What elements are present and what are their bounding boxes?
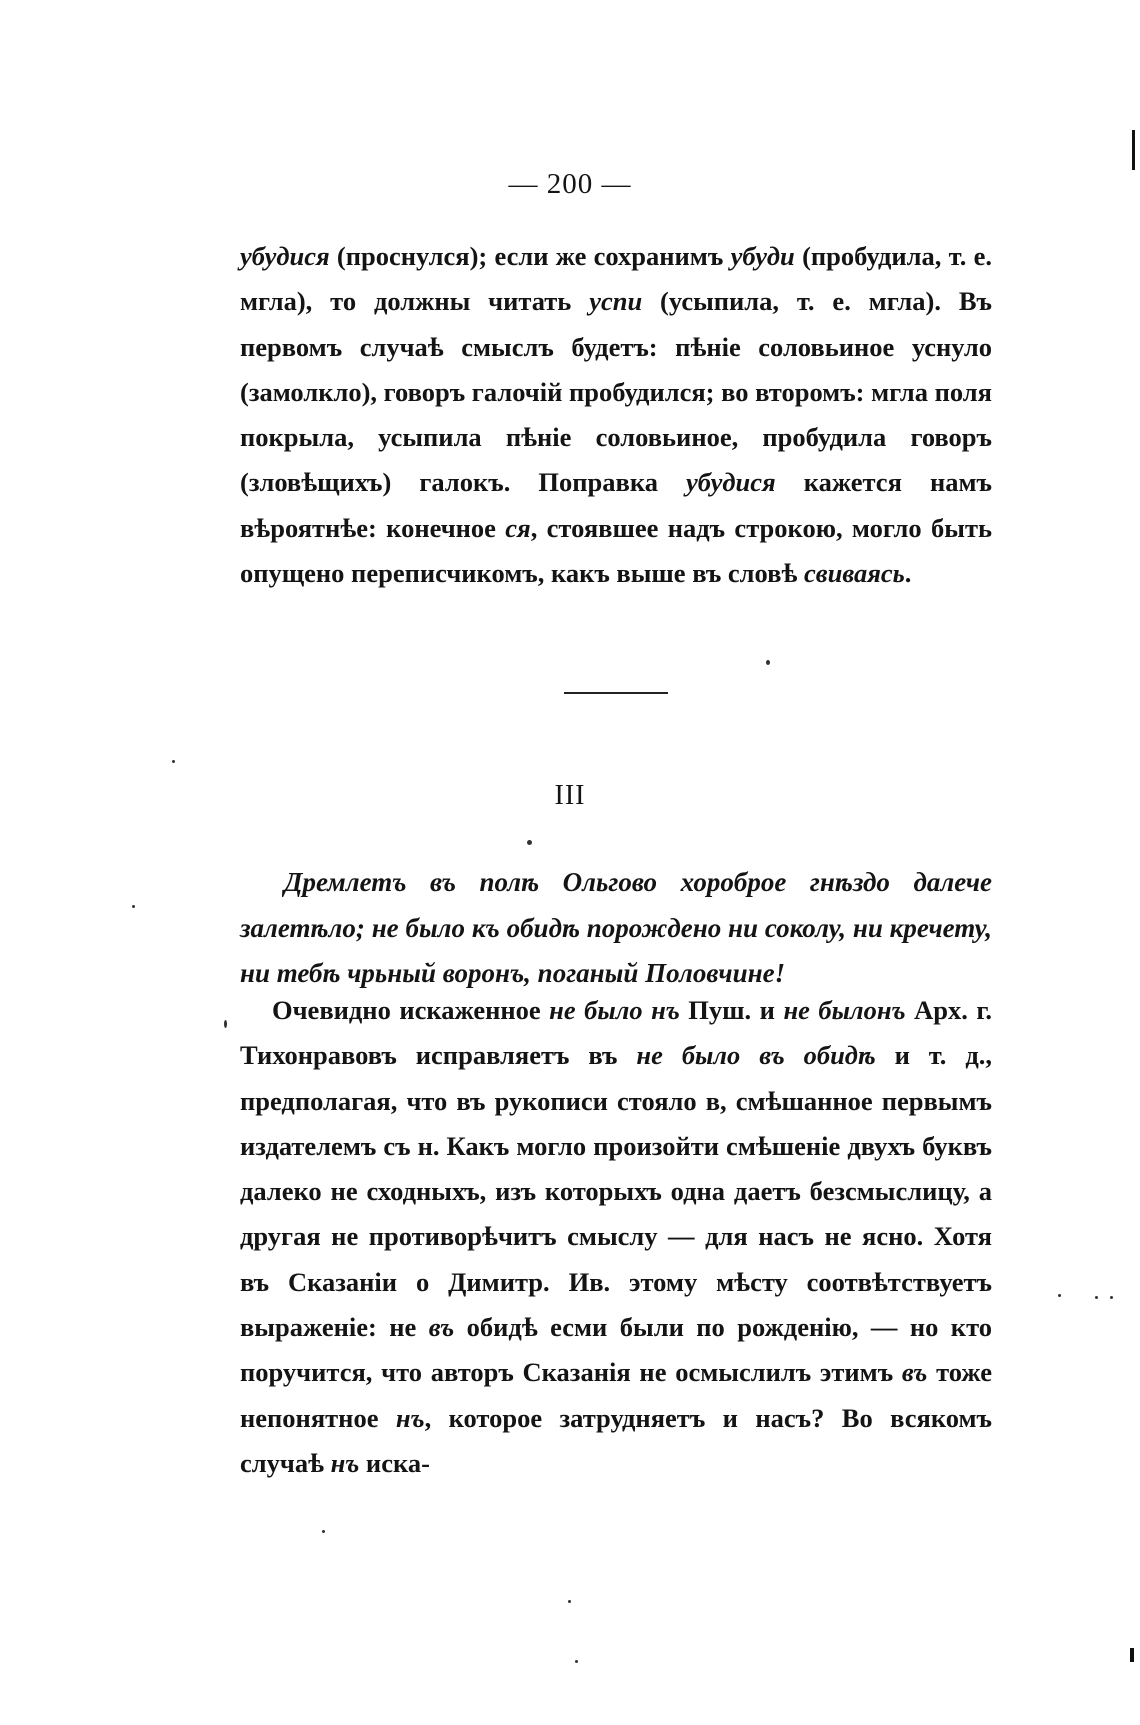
scan-speck	[1095, 1296, 1098, 1299]
italic-term: убудися	[240, 241, 330, 271]
italic-term: не было нъ	[549, 995, 680, 1025]
text-run: (проснулся); если же сохранимъ	[329, 241, 731, 271]
scan-edge-mark	[1132, 130, 1135, 170]
italic-term: убуди	[730, 241, 795, 271]
scan-speck	[132, 905, 135, 908]
text-run: кажется намъ вѣроятнѣе: конечное	[240, 467, 992, 543]
scan-speck	[172, 760, 175, 763]
italic-term: нъ	[330, 1447, 360, 1478]
scan-speck	[1110, 1296, 1113, 1299]
text-run: (пробудила, т. е. мгла), то должны читать	[240, 241, 992, 317]
italic-term: не было въ обидѣ	[636, 1040, 876, 1071]
text-run: Пуш. и	[679, 995, 784, 1025]
verse-quote: Дремлетъ въ полѣ Ольгово хороброе гнѣздо далече залетѣло; не было къ обидѣ порождено ни соколу, ни кречету, ни тебѣ чрьный воронъ, поганый Половчине!	[240, 867, 992, 988]
section-divider	[564, 692, 668, 694]
scan-speck	[766, 660, 770, 665]
text-run: , которое затрудняетъ и насъ? Во всякомъ случаѣ	[240, 1402, 993, 1478]
italic-term: ся	[505, 512, 531, 543]
scan-speck	[527, 840, 532, 845]
scan-speck	[224, 1020, 227, 1028]
text-run: и т. д., предполагая, что въ рукописи стояло в, смѣшанное первымъ издателемъ съ н. Какъ могло произойти смѣшеніе двухъ буквъ далеко не сходныхъ, изъ которыхъ одна даетъ безсмыслицу, а другая не противорѣчитъ смыслу — для насъ не ясно. Хотя въ Сказаніи о Димитр. Ив. этому мѣсту соотвѣтствуетъ выраженіе: не	[240, 1040, 993, 1343]
text-run: , стоявшее надъ строкою, могло быть опущено переписчикомъ, какъ выше въ словѣ	[240, 512, 992, 589]
italic-term: не былонъ	[783, 995, 906, 1025]
paragraph-1	[240, 234, 992, 596]
italic-term: свиваясь	[803, 558, 905, 589]
text-run: обидѣ есми были по рожденію, — но кто поручится, что авторъ Сказанія не осмыслилъ этимъ	[240, 1312, 992, 1388]
scan-speck	[1058, 1294, 1061, 1297]
italic-term: въ	[428, 1312, 455, 1343]
italic-term: успи	[589, 286, 643, 317]
italic-term: убудися	[686, 467, 776, 498]
scan-speck	[568, 1600, 571, 1603]
scan-speck	[575, 1660, 578, 1663]
text-run: (усыпила, т. е. мгла). Въ первомъ случаѣ смыслъ будетъ: пѣніе соловьиное уснуло (замолкло), говоръ галочій пробудился; во второмъ: мгла поля покрыла, усыпила пѣніе соловьиное, пробудила говоръ (зловѣщихъ) галокъ. Поправка	[240, 286, 992, 498]
text-run: иска-	[359, 1447, 430, 1478]
text-run: Арх. г. Тихонравовъ исправляетъ въ	[240, 995, 993, 1071]
section-heading: III	[554, 780, 586, 811]
paragraph-2	[240, 988, 992, 1486]
italic-term: въ	[901, 1357, 928, 1388]
text-run: тоже непонятное	[240, 1357, 992, 1433]
text-run: .	[904, 558, 912, 589]
scan-speck	[322, 1530, 325, 1533]
italic-term: нъ	[395, 1402, 425, 1433]
text-run: Очевидно искаженное	[272, 995, 550, 1025]
page-number: — 200 —	[508, 168, 632, 200]
scan-edge-mark	[1130, 1648, 1134, 1662]
